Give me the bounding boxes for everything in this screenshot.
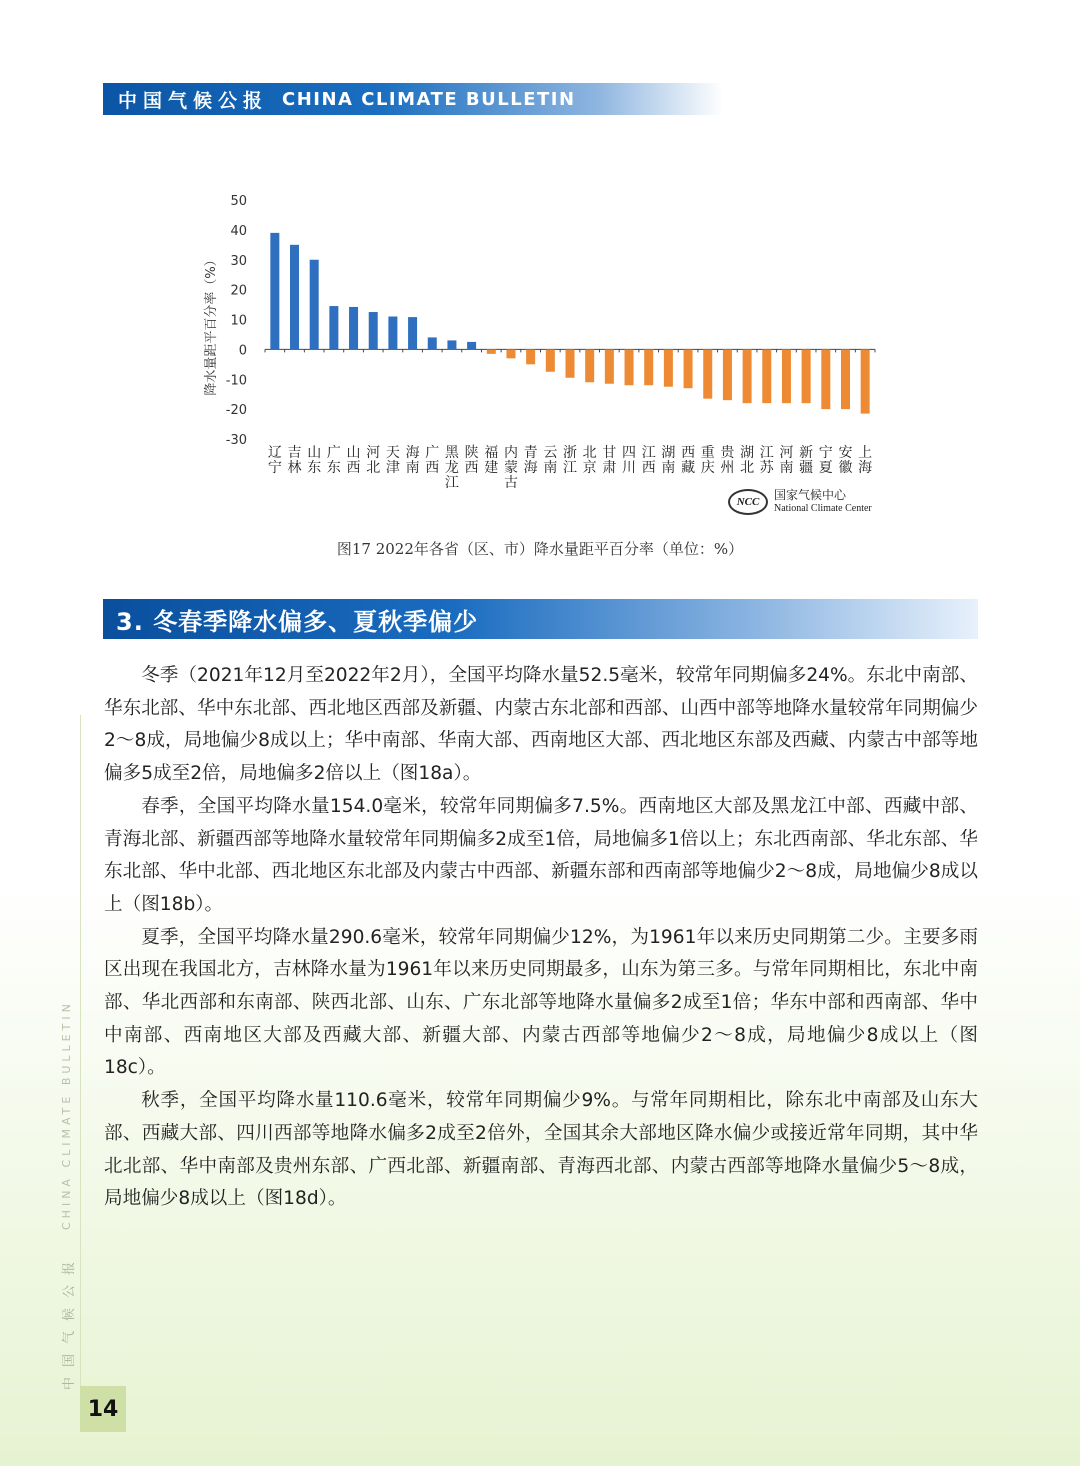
category-label: 陕西 xyxy=(464,445,479,476)
category-label: 湖南 xyxy=(661,445,676,476)
category-label: 黑龙江 xyxy=(444,445,459,490)
category-label: 重庆 xyxy=(700,445,715,476)
bar-重庆 xyxy=(703,349,712,398)
header-title-cn: 中国气候公报 xyxy=(118,89,269,112)
section-header xyxy=(103,599,978,639)
paragraph-autumn: 秋季，全国平均降水量110.6毫米，较常年同期偏少9%。与常年同期相比，除东北中南部及山东大部、西藏大部、四川西部等地降水偏多2成至2倍外，全国其余大部地区降水偏少或接近常年同期，其中华北北部、华中南部及贵州东部、广西北部、新疆南部、青海西北部、内蒙古西部等地降水量偏少5～8成，局地偏少8成以上（图18d）。 xyxy=(104,1090,978,1210)
category-label: 福建 xyxy=(484,445,499,476)
bar-贵州 xyxy=(723,349,732,400)
side-divider xyxy=(80,715,81,1395)
category-label: 湖北 xyxy=(740,445,755,476)
bar-吉林 xyxy=(290,245,299,350)
bar-福建 xyxy=(487,349,496,353)
ncc-logo-icon xyxy=(728,489,768,515)
y-tick-label: 30 xyxy=(230,253,247,269)
bar-河北 xyxy=(369,312,378,349)
y-tick-label: 40 xyxy=(230,223,247,239)
category-label: 贵州 xyxy=(720,445,735,476)
bar-江苏 xyxy=(762,349,771,403)
category-label: 甘肃 xyxy=(602,445,617,476)
section-title: 3. 冬春季降水偏多、夏秋季偏少 xyxy=(116,607,479,636)
precipitation-anomaly-chart xyxy=(195,180,895,490)
figure-caption: 图17 2022年各省（区、市）降水量距平百分率（单位：%） xyxy=(336,540,744,558)
y-tick-label: 50 xyxy=(230,194,247,209)
bar-安徽 xyxy=(841,349,850,409)
category-label: 新疆 xyxy=(799,445,814,476)
bar-陕西 xyxy=(467,342,476,349)
category-label: 广东 xyxy=(326,445,341,476)
header-bar xyxy=(103,83,723,115)
bar-山西 xyxy=(349,307,358,349)
category-label: 江苏 xyxy=(759,445,774,476)
bar-山东 xyxy=(310,260,319,350)
bar-江西 xyxy=(644,349,653,385)
category-label: 西藏 xyxy=(681,445,696,476)
bar-宁夏 xyxy=(821,349,830,409)
category-label: 河南 xyxy=(779,445,794,476)
bar-河南 xyxy=(782,349,791,403)
bar-西藏 xyxy=(684,349,693,388)
bar-广西 xyxy=(428,337,437,349)
category-label: 青海 xyxy=(523,445,538,476)
bar-上海 xyxy=(861,349,870,413)
category-label: 山西 xyxy=(346,445,361,476)
category-label: 北京 xyxy=(582,445,597,476)
category-label: 上海 xyxy=(858,445,873,476)
chart-credit xyxy=(728,488,872,516)
bar-云南 xyxy=(546,349,555,371)
bar-新疆 xyxy=(802,349,811,403)
category-label: 辽宁 xyxy=(267,445,282,476)
category-label: 河北 xyxy=(366,445,381,476)
category-label: 安徽 xyxy=(838,445,853,476)
bar-湖北 xyxy=(743,349,752,403)
bar-天津 xyxy=(388,317,397,350)
bar-浙江 xyxy=(566,349,575,377)
category-label: 浙江 xyxy=(563,445,577,476)
paragraph-winter: 冬季（2021年12月至2022年2月），全国平均降水量52.5毫米，较常年同期偏多24%。东北中南部、华东北部、华中东北部、西北地区西部及新疆、内蒙古东北部和西部、山西中部等地降水量较常年同期偏少2～8成，局地偏少8成以上；华中南部、华南大部、西南地区大部、西北地区东部及西藏、内蒙古中部等地偏多5成至2倍，局地偏多2倍以上（图18a）。 xyxy=(104,665,978,785)
bar-湖南 xyxy=(664,349,673,386)
credit-cn: 国家气候中心 xyxy=(774,488,847,502)
category-label: 吉林 xyxy=(287,445,302,476)
page-number: 14 xyxy=(80,1386,126,1432)
category-label: 宁夏 xyxy=(818,445,833,476)
y-axis-label: 降水量距平百分率（%） xyxy=(204,253,219,396)
y-tick-label: -30 xyxy=(225,433,247,448)
body-text xyxy=(104,660,978,1216)
bar-北京 xyxy=(585,349,594,382)
paragraph-summer: 夏季，全国平均降水量290.6毫米，较常年同期偏少12%，为1961年以来历史同期第二少。主要多雨区出现在我国北方，吉林降水量为1961年以来历史同期最多，山东为第三多。与常年同期相比，东北中南部、华北西部和东南部、陕西北部、山东、广东北部等地降水量偏多2成至1倍；华东中部和西南部、华中中南部、西南地区大部及西藏大部、新疆大部、内蒙古西部等地偏少2～8成，局地偏少8成以上（图18c）。 xyxy=(104,926,978,1079)
category-label: 四川 xyxy=(622,445,637,476)
header-title-en: CHINA CLIMATE BULLETIN xyxy=(282,88,576,110)
bar-甘肃 xyxy=(605,349,614,383)
side-label-en: CHINA CLIMATE BULLETIN xyxy=(60,1000,73,1230)
y-tick-label: -20 xyxy=(225,403,247,419)
category-label: 广西 xyxy=(425,445,440,476)
bar-黑龙江 xyxy=(447,340,456,349)
category-label: 海南 xyxy=(405,445,420,476)
category-label: 天津 xyxy=(385,445,400,476)
logo-text: NCC xyxy=(736,496,760,508)
y-tick-label: 20 xyxy=(230,283,247,299)
bar-广东 xyxy=(329,306,338,349)
category-label: 山东 xyxy=(307,445,322,476)
paragraph-spring: 春季，全国平均降水量154.0毫米，较常年同期偏多7.5%。西南地区大部及黑龙江中部、西藏中部、青海北部、新疆西部等地降水量较常年同期偏多2成至1倍，局地偏多1倍以上；东北西南部、华北东部、华东北部、华中北部、西北地区东北部及内蒙古中西部、新疆东部和西南部等地偏少2～8成，局地偏少8成以上（图18b）。 xyxy=(104,795,978,915)
bar-海南 xyxy=(408,317,417,349)
category-label: 江西 xyxy=(641,445,656,476)
bar-四川 xyxy=(625,349,634,385)
bar-青海 xyxy=(526,349,535,364)
side-label-cn: 中国气候公报 xyxy=(62,1251,77,1390)
category-label: 云南 xyxy=(543,445,558,476)
bar-辽宁 xyxy=(270,233,279,350)
y-tick-label: 10 xyxy=(230,313,247,329)
y-tick-label: 0 xyxy=(238,343,247,359)
y-tick-label: -10 xyxy=(225,373,247,389)
bar-内蒙古 xyxy=(506,349,515,358)
category-label: 内蒙古 xyxy=(503,445,518,490)
credit-en: National Climate Center xyxy=(774,503,872,514)
